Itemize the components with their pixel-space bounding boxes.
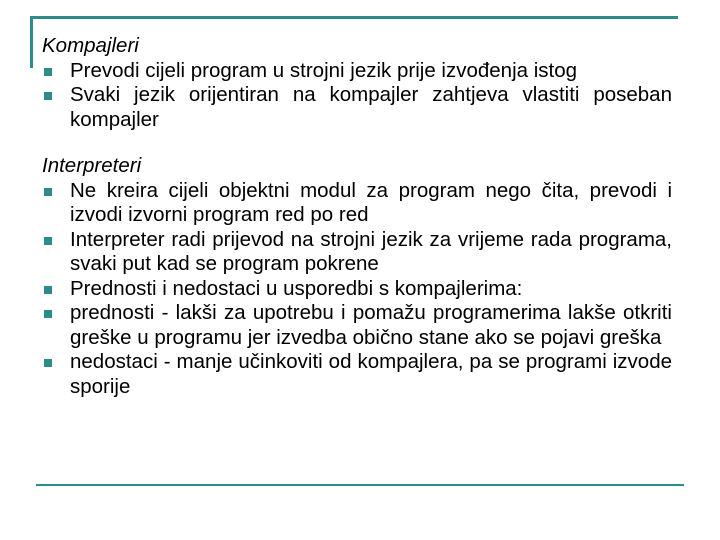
square-bullet-icon <box>44 286 52 294</box>
list-item-text: Ne kreira cijeli objektni modul za program nego čita, prevodi i izvodi izvorni program red po red <box>70 178 672 226</box>
square-bullet-icon <box>44 68 52 76</box>
list-item <box>42 59 672 84</box>
bottom-rule <box>36 484 684 486</box>
list-item-text: Svaki jezik orijentiran na kompajler zahtjeva vlastiti poseban kompajler <box>70 83 672 131</box>
list-item-text: Prednosti i nedostaci u usporedbi s kompajlerima: <box>70 276 523 300</box>
list-item-text: nedostaci - manje učinkoviti od kompajlera, pa se programi izvode sporije <box>70 350 672 398</box>
list-item <box>42 228 672 277</box>
bullet-list <box>42 59 672 133</box>
left-rule <box>30 16 33 68</box>
section-interpreteri <box>42 154 672 399</box>
section-title: Interpreteri <box>42 154 142 177</box>
section-kompajleri <box>42 34 672 132</box>
square-bullet-icon <box>44 237 52 245</box>
list-item <box>42 277 672 302</box>
list-item <box>42 83 672 132</box>
list-item-text: Prevodi cijeli program u strojni jezik prije izvođenja istog <box>70 58 578 82</box>
section-title: Kompajleri <box>42 34 139 57</box>
square-bullet-icon <box>44 92 52 100</box>
bullet-list <box>42 179 672 400</box>
list-item <box>42 301 672 350</box>
list-item <box>42 179 672 228</box>
square-bullet-icon <box>44 310 52 318</box>
square-bullet-icon <box>44 188 52 196</box>
slide-content <box>42 34 672 399</box>
top-rule <box>30 16 678 19</box>
square-bullet-icon <box>44 359 52 367</box>
list-item-text: Interpreter radi prijevod na strojni jezik za vrijeme rada programa, svaki put kad se program pokrene <box>70 227 672 275</box>
list-item <box>42 350 672 399</box>
list-item-text: prednosti - lakši za upotrebu i pomažu programerima lakše otkriti greške u programu jer izvedba obično stane ako se pojavi greška <box>70 301 672 349</box>
